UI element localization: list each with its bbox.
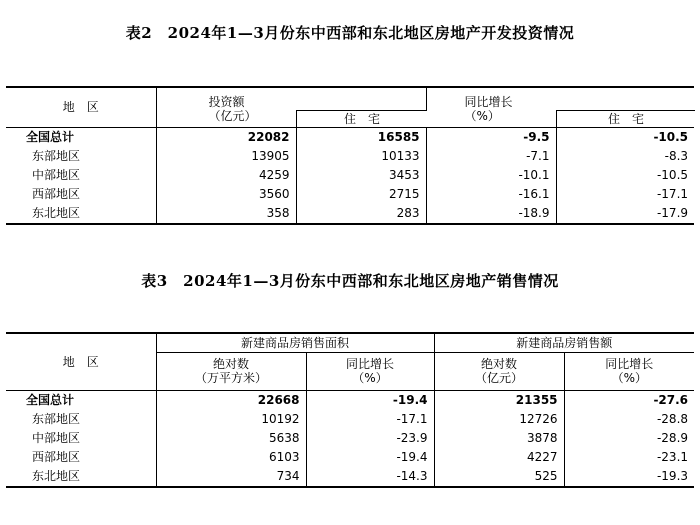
table3-body bbox=[6, 390, 694, 487]
region-name: 西部地区 bbox=[32, 449, 81, 464]
table2-header-yoy-l1: 同比增长 bbox=[464, 94, 513, 109]
area-value: 10192 bbox=[156, 410, 306, 429]
table2-body bbox=[6, 127, 694, 224]
table2-subheader-residential bbox=[296, 110, 427, 127]
area-value: 5638 bbox=[156, 429, 306, 448]
yoy-residential-value: -8.3 bbox=[556, 147, 694, 166]
investment-value: 4259 bbox=[156, 166, 296, 185]
table2-header-yoy-l2: （%） bbox=[464, 108, 500, 123]
amount-yoy-value: -23.1 bbox=[564, 448, 694, 467]
table3-header-region: 地 区 bbox=[6, 333, 156, 390]
table3-header-area-abs-l2: （万平方米） bbox=[194, 371, 267, 385]
table3-title: 表3 2024年1—3月份东中西部和东北地区房地产销售情况 bbox=[141, 272, 559, 290]
region-name: 东北地区 bbox=[32, 205, 81, 220]
region-name: 东北地区 bbox=[32, 468, 81, 483]
area-yoy-value: -17.1 bbox=[306, 410, 434, 429]
amount-value: 4227 bbox=[434, 448, 564, 467]
amount-value: 12726 bbox=[434, 410, 564, 429]
table-row bbox=[6, 410, 694, 429]
table3-header-amount-abs-l2: （亿元） bbox=[475, 371, 524, 385]
region-name: 中部地区 bbox=[32, 167, 81, 182]
table3-header-amount-yoy bbox=[564, 352, 694, 390]
table-row bbox=[6, 166, 694, 185]
area-yoy-value: -19.4 bbox=[306, 448, 434, 467]
residential-value: 16585 bbox=[296, 127, 426, 147]
table2-title: 表2 2024年1—3月份东中西部和东北地区房地产开发投资情况 bbox=[125, 24, 575, 42]
yoy-value: -18.9 bbox=[426, 204, 556, 224]
region-name: 全国总计 bbox=[26, 392, 75, 407]
region-name: 西部地区 bbox=[32, 186, 81, 201]
investment-value: 13905 bbox=[156, 147, 296, 166]
table-row bbox=[6, 429, 694, 448]
amount-value: 21355 bbox=[434, 390, 564, 410]
table-row bbox=[6, 127, 694, 147]
table-row bbox=[6, 185, 694, 204]
amount-yoy-value: -28.9 bbox=[564, 429, 694, 448]
table-row bbox=[6, 204, 694, 224]
table2-investment bbox=[6, 86, 694, 225]
residential-value: 10133 bbox=[296, 147, 426, 166]
table3-header-amount-yoy-l1: 同比增长 bbox=[605, 357, 654, 371]
amount-yoy-value: -28.8 bbox=[564, 410, 694, 429]
table2-header-yoy-residential: 住 宅 bbox=[607, 112, 644, 126]
investment-value: 22082 bbox=[156, 127, 296, 147]
investment-value: 358 bbox=[156, 204, 296, 224]
table-row bbox=[6, 390, 694, 410]
table-row bbox=[6, 448, 694, 467]
yoy-residential-value: -17.9 bbox=[556, 204, 694, 224]
yoy-value: -16.1 bbox=[426, 185, 556, 204]
amount-value: 3878 bbox=[434, 429, 564, 448]
table3-sales bbox=[6, 332, 694, 488]
area-value: 22668 bbox=[156, 390, 306, 410]
yoy-value: -10.1 bbox=[426, 166, 556, 185]
amount-yoy-value: -19.3 bbox=[564, 467, 694, 487]
region-name: 中部地区 bbox=[32, 430, 81, 445]
yoy-residential-value: -17.1 bbox=[556, 185, 694, 204]
table-row bbox=[6, 467, 694, 487]
region-name: 东部地区 bbox=[32, 148, 81, 163]
region-name: 东部地区 bbox=[32, 411, 81, 426]
table3-header-area-yoy bbox=[306, 352, 434, 390]
investment-value: 3560 bbox=[156, 185, 296, 204]
area-yoy-value: -14.3 bbox=[306, 467, 434, 487]
yoy-residential-value: -10.5 bbox=[556, 127, 694, 147]
table-row bbox=[6, 147, 694, 166]
residential-value: 2715 bbox=[296, 185, 426, 204]
table3-header-area-yoy-l2: （%） bbox=[352, 371, 388, 385]
yoy-residential-value: -10.5 bbox=[556, 166, 694, 185]
table2-subheader-yoy-residential bbox=[556, 110, 695, 127]
table3-header-amount-group: 新建商品房销售额 bbox=[434, 333, 694, 352]
table3-header-area-abs-l1: 绝对数 bbox=[212, 357, 249, 371]
area-value: 6103 bbox=[156, 448, 306, 467]
table3-header-area-group: 新建商品房销售面积 bbox=[156, 333, 434, 352]
table2-header-region: 地 区 bbox=[6, 87, 156, 127]
residential-value: 3453 bbox=[296, 166, 426, 185]
table3-header-amount-abs bbox=[434, 352, 564, 390]
area-yoy-value: -19.4 bbox=[306, 390, 434, 410]
area-yoy-value: -23.9 bbox=[306, 429, 434, 448]
amount-yoy-value: -27.6 bbox=[564, 390, 694, 410]
table2-header-investment-l1: 投资额 bbox=[208, 94, 245, 109]
table3-header-amount-yoy-l2: （%） bbox=[611, 371, 647, 385]
region-name: 全国总计 bbox=[26, 129, 75, 144]
amount-value: 525 bbox=[434, 467, 564, 487]
yoy-value: -9.5 bbox=[426, 127, 556, 147]
table3-header-amount-abs-l1: 绝对数 bbox=[481, 357, 518, 371]
residential-value: 283 bbox=[296, 204, 426, 224]
yoy-value: -7.1 bbox=[426, 147, 556, 166]
table3-header-area-abs bbox=[156, 352, 306, 390]
area-value: 734 bbox=[156, 467, 306, 487]
table2-header-investment-l2: （亿元） bbox=[208, 108, 257, 123]
table2-header-residential: 住 宅 bbox=[343, 112, 380, 126]
table3-header-area-yoy-l1: 同比增长 bbox=[346, 357, 395, 371]
